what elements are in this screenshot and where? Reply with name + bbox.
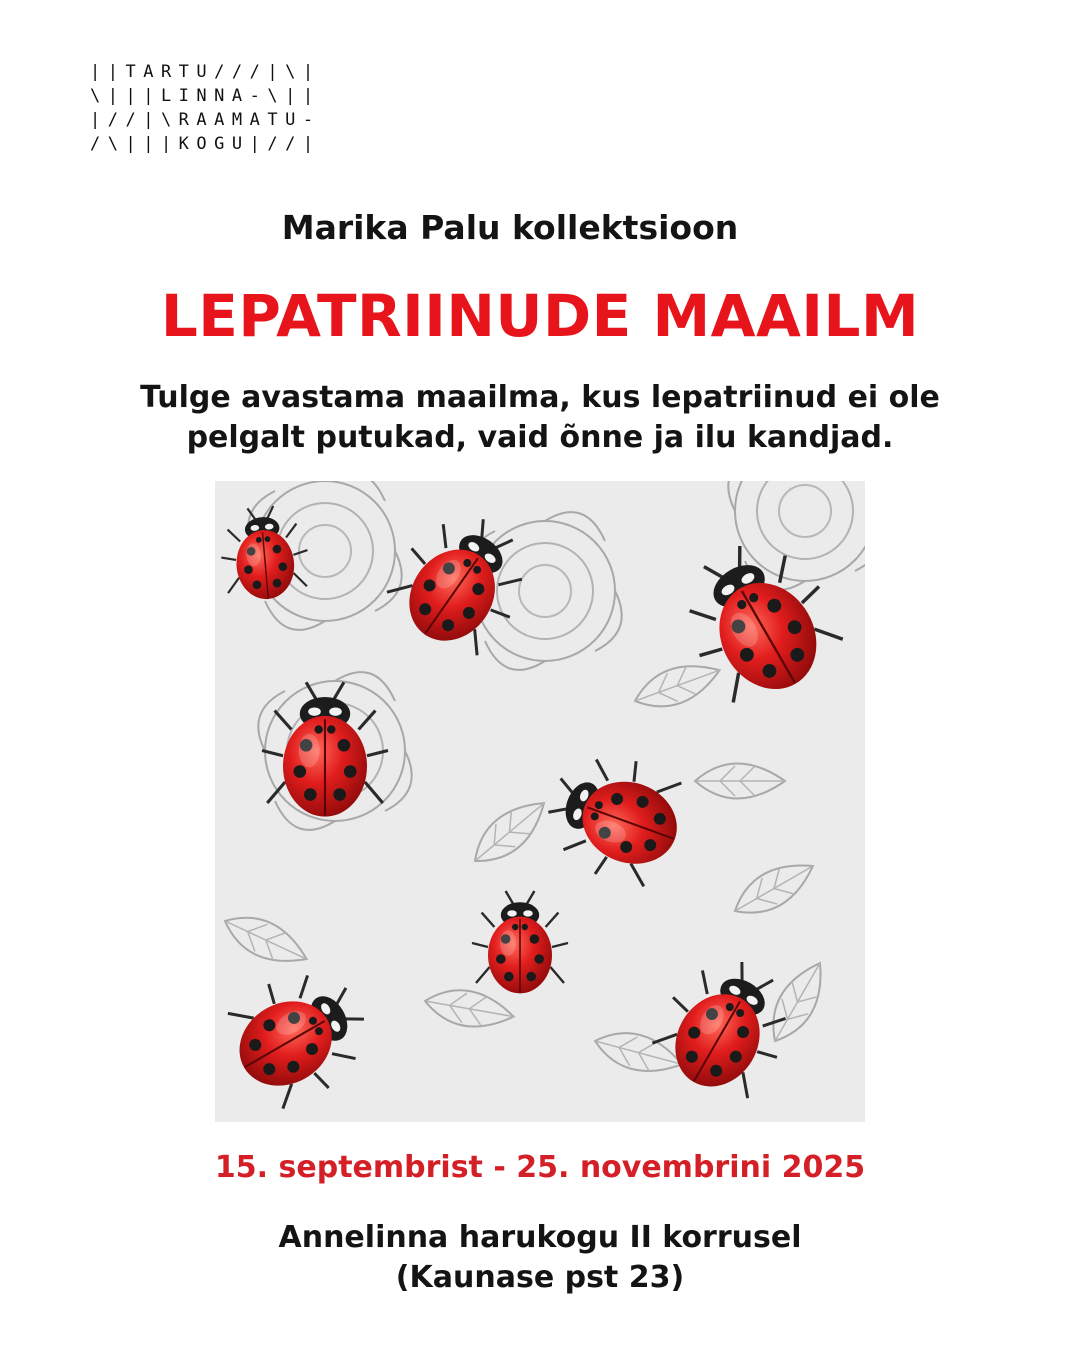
logo-line-2: \|||LINNA-\|| — [90, 86, 321, 106]
ladybug-illustration — [215, 481, 865, 1122]
venue-name: Annelinna harukogu II korrusel — [278, 1220, 802, 1255]
exhibition-dates: 15. septembrist - 25. novembrini 2025 — [214, 1150, 866, 1185]
ladybug-1 — [217, 503, 311, 602]
exhibition-title: LEPATRIINUDE MAAILM — [160, 282, 920, 350]
venue — [0, 1218, 1080, 1298]
ladybug-7 — [215, 952, 385, 1120]
logo-line-4: /\|||KOGU|//| — [90, 134, 321, 154]
logo-line-1: ||TARTU///|\| — [90, 62, 321, 82]
ladybug-3 — [662, 522, 855, 718]
logo-line-3: |//|\RAAMATU- — [90, 110, 321, 130]
ladybug-artwork-svg — [215, 481, 865, 1122]
ladybug-5 — [534, 739, 695, 896]
ladybug-6 — [472, 891, 568, 993]
library-logo — [90, 60, 321, 156]
ladybug-8 — [642, 941, 810, 1112]
venue-address: (Kaunase pst 23) — [395, 1260, 685, 1295]
collection-subtitle: Marika Palu kollektsioon — [281, 208, 739, 247]
exhibition-lead: Tulge avastama maailma, kus lepatriinud ei ole pelgalt putukad, vaid õnne ja ilu kandjad. — [140, 380, 940, 455]
